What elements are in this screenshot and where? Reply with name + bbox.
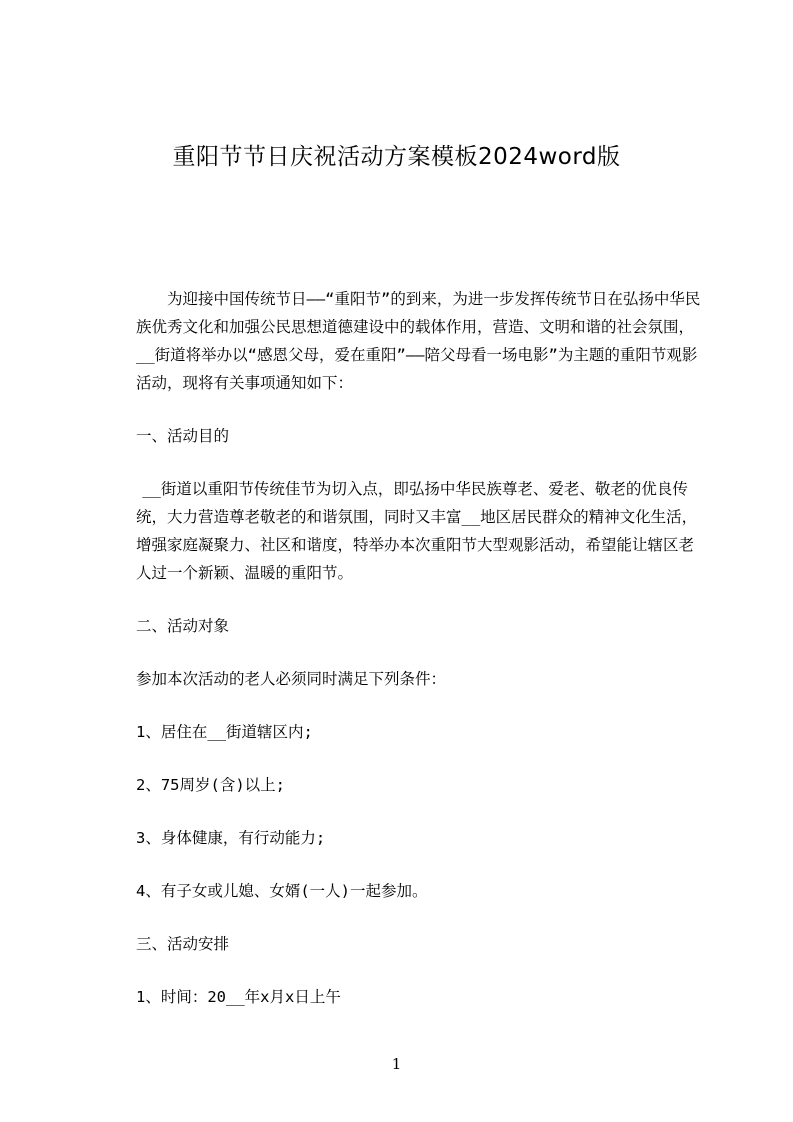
section-heading-participants: 二、活动对象 xyxy=(136,617,230,635)
document-body xyxy=(136,285,702,1011)
intro-paragraph: 为迎接中国传统节日——“重阳节”的到来，为进一步发挥传统节日在弘扬中华民族优秀文化和加强公民思想道德建设中的载体作用，营造、文明和谐的社会氛围，__街道将举办以“感恩父母，爱在重阳”——陪父母看一场电影”为主题的重阳节观影活动，现将有关事项通知如下： xyxy=(136,290,701,392)
condition-item-1: 1、居住在__街道辖区内; xyxy=(136,723,313,741)
condition-item-2: 2、75周岁(含)以上; xyxy=(136,776,285,794)
participants-lead: 参加本次活动的老人必须同时满足下列条件： xyxy=(136,670,447,688)
page-number: 1 xyxy=(391,1055,402,1073)
purpose-paragraph: __街道以重阳节传统佳节为切入点，即弘扬中华民族尊老、爱老、敬老的优良传统，大力营造尊老敬老的和谐氛围，同时又丰富__地区居民群众的精神文化生活，增强家庭凝聚力、社区和谐度，特举办本次重阳节大型观影活动，希望能让辖区老人过一个新颖、温暖的重阳节。 xyxy=(136,480,698,582)
condition-item-3: 3、身体健康，有行动能力; xyxy=(136,829,326,847)
condition-item-4: 4、有子女或儿媳、女婿(一人)一起参加。 xyxy=(136,882,428,900)
document-title: 重阳节节日庆祝活动方案模板2024word版 xyxy=(172,144,621,170)
section-heading-schedule: 三、活动安排 xyxy=(136,935,230,953)
section-heading-purpose: 一、活动目的 xyxy=(136,427,230,445)
schedule-item-1: 1、时间：20__年x月x日上午 xyxy=(136,988,341,1006)
